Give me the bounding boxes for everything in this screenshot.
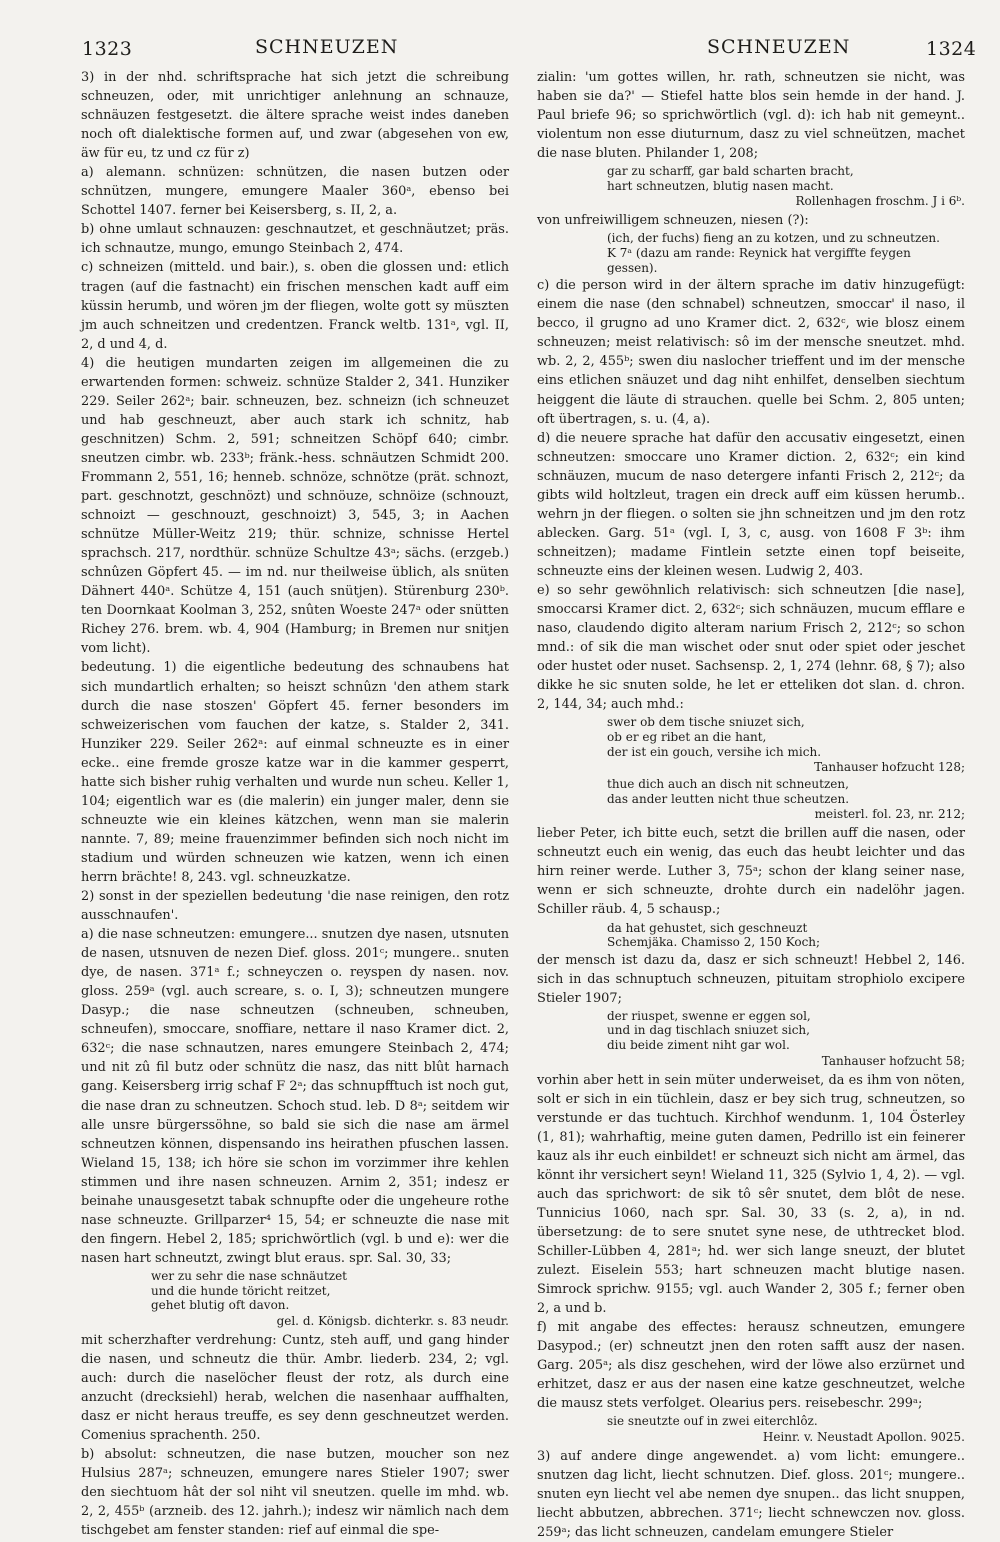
source-citation: Tanhauser hofzucht 58; — [821, 1053, 965, 1068]
left-page-number: 1323 — [82, 38, 133, 60]
entry-paragraph: e) so sehr gewöhnlich relativisch: sich schneutzen [die nase], smoccarsi Kramer dict. 2, 632ᶜ; sich schnäuzen, mucum efflare e naso, claudendo digito alteram narium Frisch 2, 212ᶜ; so schon mnd.: of sik die man wischet oder snut oder spiet oder jeschet oder hustet oder nuset. Sachsensp. 2, 1, 274 (lehnr. 68, § 7); also dikke he sic snuten solde, he let er etteliken dot slan. d. chron. 2, 144, 34; auch mhd.: — [537, 583, 965, 713]
entry-paragraph: der mensch ist dazu da, dasz er sich schneuzt! Hebbel 2, 146. sich in das schnuptuch schneuzen, pituitam strophiolo excipere Stieler 1907; — [537, 952, 965, 1006]
source-citation: gel. d. Königsb. dichterkr. s. 83 neudr. — [276, 1313, 509, 1328]
entry-paragraph: lieber Peter, ich bitte euch, setzt die brillen auff die nasen, oder schneutzt euch ein wenig, das euch das heubt leichter und das hirn reiner werde. Luther 3, 75ᵃ; schon der klang seiner nase, wenn er sich schneuzte, drohte durch ein nadelöhr jagen. Schiller räub. 4, 5 schausp.; — [537, 826, 965, 918]
entry-paragraph: mit scherzhafter verdrehung: Cuntz, steh auff, und gang hinder die nasen, und schneutz die thür. Ambr. liederb. 234, 2; vgl. auch: durch die naselöcher fleust der rotz, als durch eine anzucht (drecksiehl) herab, welchen die nasenhaar auffhalten, dasz er nicht heraus treuffe, es sey denn geschneutzet werden. Comenius sprachenth. 250. — [81, 1332, 509, 1443]
entry-paragraph: bedeutung. 1) die eigentliche bedeutung des schnaubens hat sich mundartlich erhalten; so heiszt schnûzn 'den athem stark durch die nase stoszen' Göpfert 45. ferner besonders im schweizerischen vom fauchen der katze, s. Stalder 2, 341. Hunziker 229. Seiler 262ᵃ: auf einmal schneuzte es in einer ecke.. eine fremde grosze katze war in die kammer gesperrt, hatte sich bisher ruhig verhalten und wurde nun scheu. Keller 1, 104; eigentlich war es (die malerin) ein junger maler, denn sie schneuzte wie ein kleines kätzchen, wenn man sie malerin nannte. 7, 89; meine frauenzimmer befinden sich noch nicht im stadium und würden schneuzen wie katzen, wenn ich einen herrn brächte! 8, 243. vgl. schneuzkatze. — [81, 660, 509, 885]
verse-quote: gar zu scharff, gar bald scharten bracht, hart schneutzen, blutig nasen macht. — [607, 164, 854, 193]
entry-paragraph: 3) auf andere dinge angewendet. a) vom licht: emungere.. snutzen dag licht, liecht schnutzen. Dief. gloss. 201ᶜ; mungere.. snuten eyn liecht vel abe nemen dye snupen.. das licht snuppen, liecht abbutzen, abbrechen. 371ᶜ; liecht schnewczen nov. gloss. 259ᵃ; das licht schneuzen, candelam emungere Stieler — [537, 1449, 965, 1541]
verse-quote: der riuspet, swenne er eggen sol, und in dag tischlach sniuzet sich, diu beide ziment niht gar wol. — [607, 1008, 811, 1053]
right-running-head: SCHNEUZEN — [707, 36, 851, 58]
entry-paragraph: c) schneizen (mitteld. und bair.), s. oben die glossen und: etlich tragen (auf die fastnacht) ein frischen menschen kadt auff eim küssin herumb, und wören jm der fliegen, wolte gott sy müszten jm auch schneitzen und credentzen. Franck weltb. 131ᵃ, vgl. II, 2, d und 4, d. — [81, 260, 509, 352]
right-column — [537, 68, 965, 1541]
entry-paragraph: f) mit angabe des effectes: herausz schneutzen, emungere Dasypod.; (er) schneutzt jnen den roten safft ausz der nasen. Garg. 205ᵃ; als disz geschehen, wird der löwe also erzürnet und erhitzet, dasz er aus der nasen eine katze geschneutzet, welche die mausz stets verfolget. Olearius pers. reisebeschr. 299ᵃ; — [537, 1320, 965, 1412]
entry-paragraph: zialin: 'um gottes willen, hr. rath, schneutzen sie nicht, was haben sie da?' — Stiefel hatte blos sein hemde in der hand. J. Paul briefe 96; so sprichwörtlich (vgl. d): ich hab nit gemeynt.. violentum non esse diuturnum, dasz zu viel schneützen, machet die nase bluten. Philander 1, 208; — [537, 70, 965, 162]
entry-paragraph: a) alemann. schnüzen: schnützen, die nasen butzen oder schnützen, mungere, emungere Maaler 360ᵃ, ebenso bei Schottel 1407. ferner bei Keisersberg, s. II, 2, a. — [81, 165, 509, 219]
entry-paragraph: b) ohne umlaut schnauzen: geschnautzet, et geschnäutzet; präs. ich schnautze, mungo, emungo Steinbach 2, 474. — [81, 222, 509, 257]
entry-paragraph: 3) in der nhd. schriftsprache hat sich jetzt die schreibung schneuzen, oder, mit unrichtiger anlehnung an schnauze, schnäuzen festgesetzt. die ältere sprache weist indes daneben noch oft dialektische formen auf, und zwar (abgesehen von ew, äw für eu, tz und cz für z) — [81, 70, 509, 162]
source-citation: Rollenhagen froschm. J i 6ᵇ. — [795, 194, 965, 209]
verse-quote: da hat gehustet, sich geschneuzt Schemjäka. Chamisso 2, 150 Koch; — [607, 920, 821, 950]
source-citation: meisterl. fol. 23, nr. 212; — [814, 807, 965, 822]
verse-quote: (ich, der fuchs) fieng an zu kotzen, und zu schneutzen. K 7ᵃ (dazu am rande: Reynick hat vergiffte feygen gessen). — [607, 231, 940, 275]
page-header — [0, 32, 1000, 62]
verse-quote: thue dich auch an disch nit schneutzen, das ander leutten nicht thue scheutzen. — [607, 777, 850, 806]
entry-paragraph: d) die neuere sprache hat dafür den accusativ eingesetzt, einen schneutzen: smoccare uno Kramer diction. 2, 632ᶜ; ein kind schnäuzen, mucum de naso detergere infanti Frisch 2, 212ᶜ; da gibts wild holtzleut, tragen ein dreck auff eim küssen herumb.. wehrn jn der fliegen. o solten sie jhn schneitzen und jm den rotz ablecken. Garg. 51ᵃ (vgl. I, 3, c, ausg. von 1608 F 3ᵇ: ihm schneitzen); madame Fintlein setzte einen topf beiseite, schneuzte eins der kleinen wesen. Ludwig 2, 403. — [537, 430, 965, 579]
entry-paragraph: von unfreiwilligem schneuzen, niesen (?): — [537, 213, 809, 229]
source-citation: Heinr. v. Neustadt Apollon. 9025. — [762, 1430, 965, 1445]
verse-quote: swer ob dem tische sniuzet sich, ob er eg ribet an die hant, der ist ein gouch, versihe ich mich. — [607, 715, 822, 759]
entry-paragraph: vorhin aber hett in sein müter underweiset, da es ihm von nöten, solt er sich in ein tüchlein, dasz er bey sich trug, schneutzen, so verstunde er das tuchtuch. Kirchhof wendunm. 1, 104 Österley (1, 81); wahrhaftig, meine guten damen, Pedrillo ist ein feinerer kauz als ihr euch einbildet! er schneuzt sich nicht am ärmel, das könnt ihr versichert seyn! Wieland 11, 325 (Sylvio 1, 4, 2). — vgl. auch das sprichwort: de sik tô sêr snutet, dem blôt de nese. Tunnicius 1060, nach spr. Sal. 30, 33 (s. 2, a), in nd. übersetzung: de to sere snutet syne nese, de uthtrecket blod. Schiller-Lübben 4, 281ᵃ; hd. wer sich lange sneuzt, der blutet zulezt. Eiselein 553; hart schneuzen macht blutige nasen. Simrock sprichw. 9155; vgl. auch Wander 2, 305 f.; ferner oben 2, a und b. — [537, 1072, 965, 1317]
left-running-head: SCHNEUZEN — [255, 36, 399, 58]
entry-paragraph: a) die nase schneutzen: emungere... snutzen dye nasen, utsnuten de nasen, utsnuven de nezen Dief. gloss. 201ᶜ; mungere.. snuten dye, de nasen. 371ᵃ f.; schneyczen o. reyspen dy nasen. nov. gloss. 259ᵃ (vgl. auch screare, s. o. I, 3); schneutzen mungere Dasyp.; die nase schneutzen (schneuben, schneuben, schneufen), smoccare, snoffiare, nettare il naso Kramer dict. 2, 632ᶜ; die nase schnautzen, nares emungere Steinbach 2, 474; und nit zû fil butz oder schnütz die nasz, das nitt blût harnach gang. Keisersberg irrig schaf F 2ᵃ; das schnupfftuch ist noch gut, die nase dran zu schneutzen. Schoch stud. leb. D 8ᵃ; seitdem wir alle unsre bürgerssöhne, so bald sie sich die nase am ärmel schneutzen können, dispensando ins heirathen pfuschen lassen. Wieland 15, 138; ich höre sie schon im vorzimmer ihre kehlen stimmen und ihre nasen schneuzen. Arnim 2, 351; indesz er beinahe unausgesetzt tabak schnupfte oder die ungeheure rothe nase schneuzte. Grillparzer⁴ 15, 54; er schneuzte die nase mit den fingern. Hebel 2, 185; sprichwörtlich (vgl. b und e): wer die nasen hart schneutzt, zwingt blut eraus. spr. Sal. 30, 33; — [81, 927, 509, 1266]
entry-paragraph: 2) sonst in der speziellen bedeutung 'die nase reinigen, den rotz ausschnaufen'. — [81, 889, 509, 924]
left-column — [81, 68, 509, 1539]
entry-paragraph: b) absolut: schneutzen, die nase butzen, moucher son nez Hulsius 287ᵃ; schneuzen, emungere nares Stieler 1907; swer den siechtuom hât der sol niht vil sneutzen. quelle im mhd. wb. 2, 2, 455ᵇ (arzneib. des 12. jahrh.); indesz wir nämlich nach dem tischgebet am fenster standen: rief auf einmal die spe- — [81, 1447, 509, 1539]
verse-quote: sie sneutzte ouf in zwei eiterchlôz. — [607, 1414, 818, 1429]
verse-quote: wer zu sehr die nase schnäutzet und die hunde töricht reitzet, gehet blutig oft davon. — [151, 1268, 348, 1313]
right-page-number: 1324 — [926, 38, 977, 60]
source-citation: Tanhauser hofzucht 128; — [814, 760, 965, 775]
entry-paragraph: c) die person wird in der ältern sprache im dativ hinzugefügt: einem die nase (den schnabel) schneutzen, smoccar' il naso, il becco, il grugno ad uno Kramer dict. 2, 632ᶜ, wie blosz einem schneuzen; meist relativisch: sô im der mensche sneutzet. mhd. wb. 2, 2, 455ᵇ; swen diu naslocher trieffent und im der mensche eins etlichen snäuzet und dag niht enhilfet, denselben siechtum heiggent die läute di strauchen. quelle bei Schm. 2, 805 unten; oft übertragen, s. u. (4, a). — [537, 278, 965, 427]
entry-paragraph: 4) die heutigen mundarten zeigen im allgemeinen die zu erwartenden formen: schweiz. schnüze Stalder 2, 341. Hunziker 229. Seiler 262ᵃ; bair. schneuzen, bez. schneizn (ich schneuzet und hab geschneuzt, aber auch stark ich schnitz, hab geschnitzen) Schm. 2, 591; schneitzen Schöpf 640; cimbr. sneutzen cimbr. wb. 233ᵇ; fränk.-hess. schnäutzen Schmidt 200. Frommann 2, 551, 16; henneb. schnöze, schnötze (prät. schnozt, part. geschnotzt, geschnözt) und schnöuze, schnöize (schnouzt, schnoizt — geschnouzt, geschnoizt) 3, 545, 3; in Aachen schnütze Müller-Weitz 219; thür. schnize, schnisse Hertel sprachsch. 217, nordthür. schnüze Schultze 43ᵃ; sächs. (erzgeb.) schnûzen Göpfert 45. — im nd. nur theilweise üblich, als snüten Dähnert 440ᵃ. Schütze 4, 151 (auch snütjen). Stürenburg 230ᵇ. ten Doornkaat Koolman 3, 252, snûten Woeste 247ᵃ oder snütten Richey 276. brem. wb. 4, 904 (Hamburg; in Bremen nur snitjen vom licht). — [81, 355, 509, 657]
